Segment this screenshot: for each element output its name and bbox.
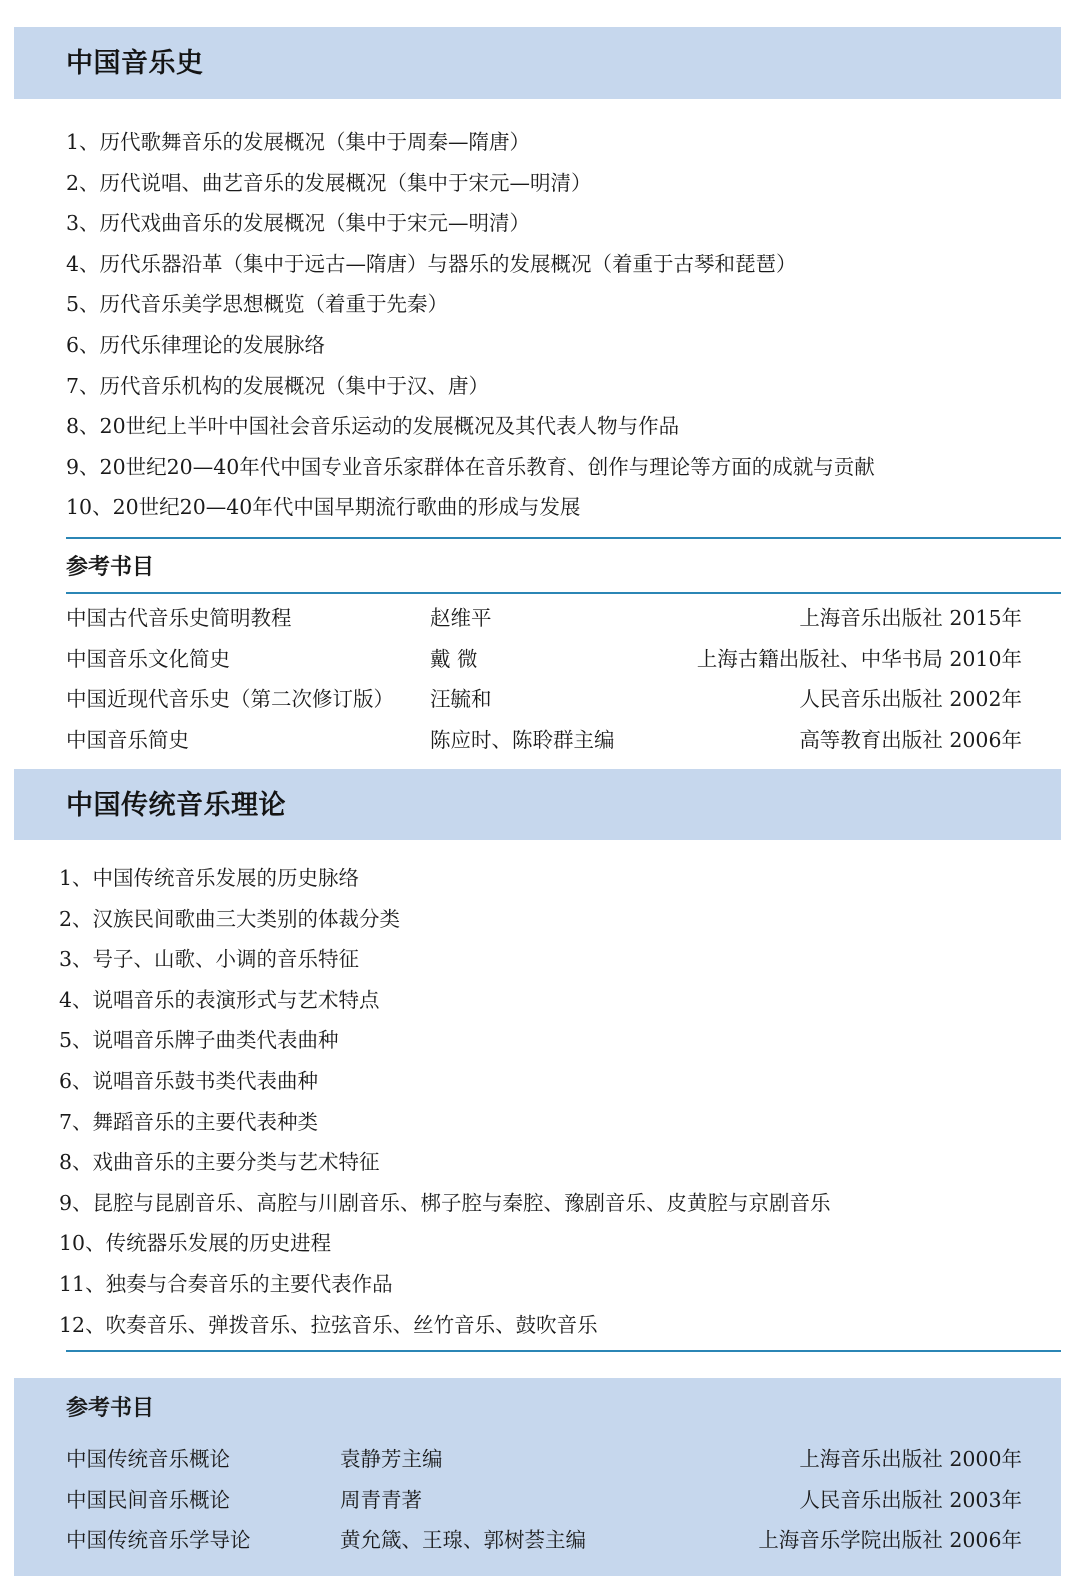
topic-item: 3、历代戏曲音乐的发展概况（集中于宋元—明清） <box>66 211 531 236</box>
reference-title: 中国近现代音乐史（第二次修订版） <box>66 687 394 712</box>
reference-title: 中国传统音乐学导论 <box>66 1528 251 1553</box>
reference-row <box>66 1480 1022 1521</box>
topic-item: 5、历代音乐美学思想概览（着重于先秦） <box>66 292 449 317</box>
section2-title: 中国传统音乐理论 <box>66 790 286 821</box>
reference-author: 汪毓和 <box>430 687 492 712</box>
reference-publisher: 上海音乐学院出版社 2006年 <box>758 1528 1022 1553</box>
section1-topic-list <box>66 122 875 528</box>
reference-author: 赵维平 <box>430 606 492 630</box>
section1-divider <box>66 537 1061 539</box>
section2-refs-table <box>66 1439 1022 1561</box>
topic-item: 2、汉族民间歌曲三大类别的体裁分类 <box>59 906 401 931</box>
topic-item: 10、20世纪20—40年代中国早期流行歌曲的形成与发展 <box>66 495 581 520</box>
topic-item: 7、历代音乐机构的发展概况（集中于汉、唐） <box>66 373 490 398</box>
section1-refs-divider <box>66 592 1061 594</box>
reference-row <box>66 1520 1022 1561</box>
topic-item: 1、历代歌舞音乐的发展概况（集中于周秦—隋唐） <box>66 130 531 154</box>
topic-item: 1、中国传统音乐发展的历史脉络 <box>59 866 360 890</box>
topic-item: 3、号子、山歌、小调的音乐特征 <box>59 947 360 972</box>
topic-item: 2、历代说唱、曲艺音乐的发展概况（集中于宋元—明清） <box>66 170 592 195</box>
reference-title: 中国古代音乐史简明教程 <box>66 606 292 630</box>
topic-item: 12、吹奏音乐、弹拨音乐、拉弦音乐、丝竹音乐、鼓吹音乐 <box>59 1312 598 1337</box>
reference-publisher: 上海音乐出版社 2015年 <box>799 606 1022 630</box>
reference-publisher: 高等教育出版社 2006年 <box>799 727 1022 752</box>
section2-divider <box>66 1350 1061 1352</box>
section2-topic-list <box>59 858 831 1345</box>
topic-item: 9、20世纪20—40年代中国专业音乐家群体在音乐教育、创作与理论等方面的成就与贡献 <box>66 454 875 479</box>
topic-item: 5、说唱音乐牌子曲类代表曲种 <box>59 1028 339 1053</box>
topic-item: 8、戏曲音乐的主要分类与艺术特征 <box>59 1150 380 1175</box>
topic-item: 6、历代乐律理论的发展脉络 <box>66 332 326 357</box>
section1-refs-table <box>66 598 1022 760</box>
reference-row <box>66 679 1022 720</box>
reference-title: 中国音乐简史 <box>66 727 189 752</box>
reference-author: 戴 微 <box>430 646 478 671</box>
section1-title: 中国音乐史 <box>66 48 204 79</box>
reference-row <box>66 639 1022 680</box>
reference-publisher: 上海音乐出版社 2000年 <box>799 1447 1022 1471</box>
reference-title: 中国传统音乐概论 <box>66 1447 230 1471</box>
reference-author: 周青青著 <box>340 1487 422 1512</box>
section2-refs-heading: 参考书目 <box>66 1395 155 1421</box>
reference-author: 陈应时、陈聆群主编 <box>430 727 615 752</box>
topic-item: 6、说唱音乐鼓书类代表曲种 <box>59 1068 319 1093</box>
reference-publisher: 人民音乐出版社 2003年 <box>799 1487 1022 1512</box>
reference-row <box>66 1439 1022 1480</box>
topic-item: 9、昆腔与昆剧音乐、高腔与川剧音乐、梆子腔与秦腔、豫剧音乐、皮黄腔与京剧音乐 <box>59 1190 831 1215</box>
topic-item: 10、传统器乐发展的历史进程 <box>59 1231 332 1256</box>
reference-title: 中国音乐文化简史 <box>66 646 230 671</box>
reference-row <box>66 598 1022 639</box>
topic-item: 4、说唱音乐的表演形式与艺术特点 <box>59 987 380 1012</box>
reference-row <box>66 720 1022 761</box>
reference-publisher: 上海古籍出版社、中华书局 2010年 <box>696 646 1022 671</box>
topic-item: 11、独奏与合奏音乐的主要代表作品 <box>59 1271 393 1296</box>
reference-title: 中国民间音乐概论 <box>66 1487 230 1512</box>
reference-author: 黄允箴、王瑔、郭树荟主编 <box>340 1528 586 1553</box>
section1-refs-heading: 参考书目 <box>66 554 155 580</box>
reference-author: 袁静芳主编 <box>340 1447 443 1471</box>
reference-publisher: 人民音乐出版社 2002年 <box>799 687 1022 712</box>
topic-item: 8、20世纪上半叶中国社会音乐运动的发展概况及其代表人物与作品 <box>66 414 680 439</box>
topic-item: 7、舞蹈音乐的主要代表种类 <box>59 1109 319 1134</box>
topic-item: 4、历代乐器沿革（集中于远古—隋唐）与器乐的发展概况（着重于古琴和琵琶） <box>66 251 797 276</box>
